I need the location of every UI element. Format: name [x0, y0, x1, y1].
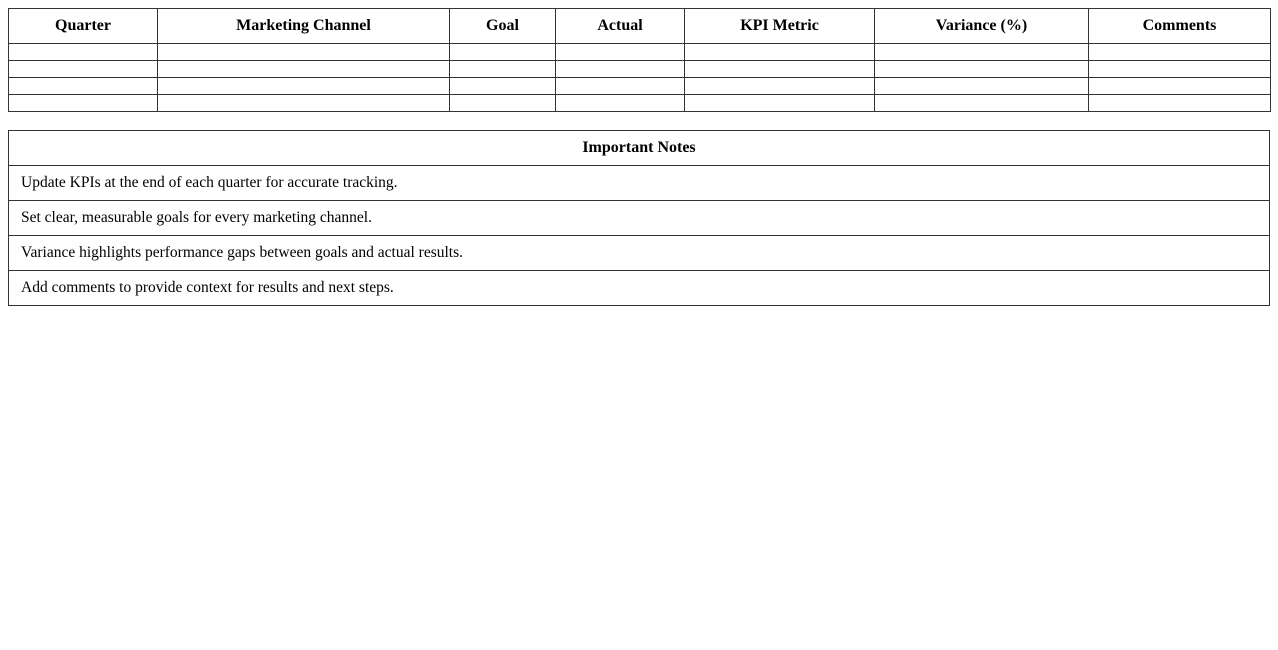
- cell-actual[interactable]: [556, 44, 685, 61]
- notes-header-row: [9, 131, 1270, 166]
- cell-comments[interactable]: [1089, 44, 1271, 61]
- column-header-kpi-metric: KPI Metric: [685, 9, 875, 44]
- cell-variance[interactable]: [875, 78, 1089, 95]
- note-row: [9, 271, 1270, 306]
- notes-title: Important Notes: [9, 131, 1270, 166]
- cell-kpi-metric[interactable]: [685, 95, 875, 112]
- note-text: Add comments to provide context for results and next steps.: [9, 271, 1270, 306]
- kpi-tracking-table: [8, 8, 1271, 112]
- cell-comments[interactable]: [1089, 78, 1271, 95]
- cell-actual[interactable]: [556, 61, 685, 78]
- table-row: [9, 78, 1271, 95]
- table-header-row: [9, 9, 1271, 44]
- note-text: Set clear, measurable goals for every marketing channel.: [9, 201, 1270, 236]
- cell-marketing-channel[interactable]: [158, 44, 450, 61]
- cell-variance[interactable]: [875, 95, 1089, 112]
- cell-actual[interactable]: [556, 78, 685, 95]
- column-header-goal: Goal: [450, 9, 556, 44]
- cell-quarter[interactable]: [9, 78, 158, 95]
- important-notes-table: [8, 130, 1270, 306]
- note-row: [9, 166, 1270, 201]
- cell-goal[interactable]: [450, 44, 556, 61]
- cell-goal[interactable]: [450, 61, 556, 78]
- column-header-quarter: Quarter: [9, 9, 158, 44]
- document-body: [8, 8, 1270, 306]
- note-row: [9, 201, 1270, 236]
- note-row: [9, 236, 1270, 271]
- cell-comments[interactable]: [1089, 61, 1271, 78]
- table-row: [9, 44, 1271, 61]
- cell-variance[interactable]: [875, 44, 1089, 61]
- column-header-actual: Actual: [556, 9, 685, 44]
- cell-quarter[interactable]: [9, 44, 158, 61]
- cell-kpi-metric[interactable]: [685, 61, 875, 78]
- cell-marketing-channel[interactable]: [158, 78, 450, 95]
- table-row: [9, 95, 1271, 112]
- cell-quarter[interactable]: [9, 61, 158, 78]
- cell-variance[interactable]: [875, 61, 1089, 78]
- table-row: [9, 61, 1271, 78]
- note-text: Update KPIs at the end of each quarter for accurate tracking.: [9, 166, 1270, 201]
- cell-kpi-metric[interactable]: [685, 44, 875, 61]
- column-header-marketing-channel: Marketing Channel: [158, 9, 450, 44]
- cell-quarter[interactable]: [9, 95, 158, 112]
- cell-goal[interactable]: [450, 95, 556, 112]
- cell-goal[interactable]: [450, 78, 556, 95]
- note-text: Variance highlights performance gaps between goals and actual results.: [9, 236, 1270, 271]
- cell-marketing-channel[interactable]: [158, 61, 450, 78]
- cell-comments[interactable]: [1089, 95, 1271, 112]
- cell-actual[interactable]: [556, 95, 685, 112]
- column-header-variance: Variance (%): [875, 9, 1089, 44]
- cell-kpi-metric[interactable]: [685, 78, 875, 95]
- column-header-comments: Comments: [1089, 9, 1271, 44]
- cell-marketing-channel[interactable]: [158, 95, 450, 112]
